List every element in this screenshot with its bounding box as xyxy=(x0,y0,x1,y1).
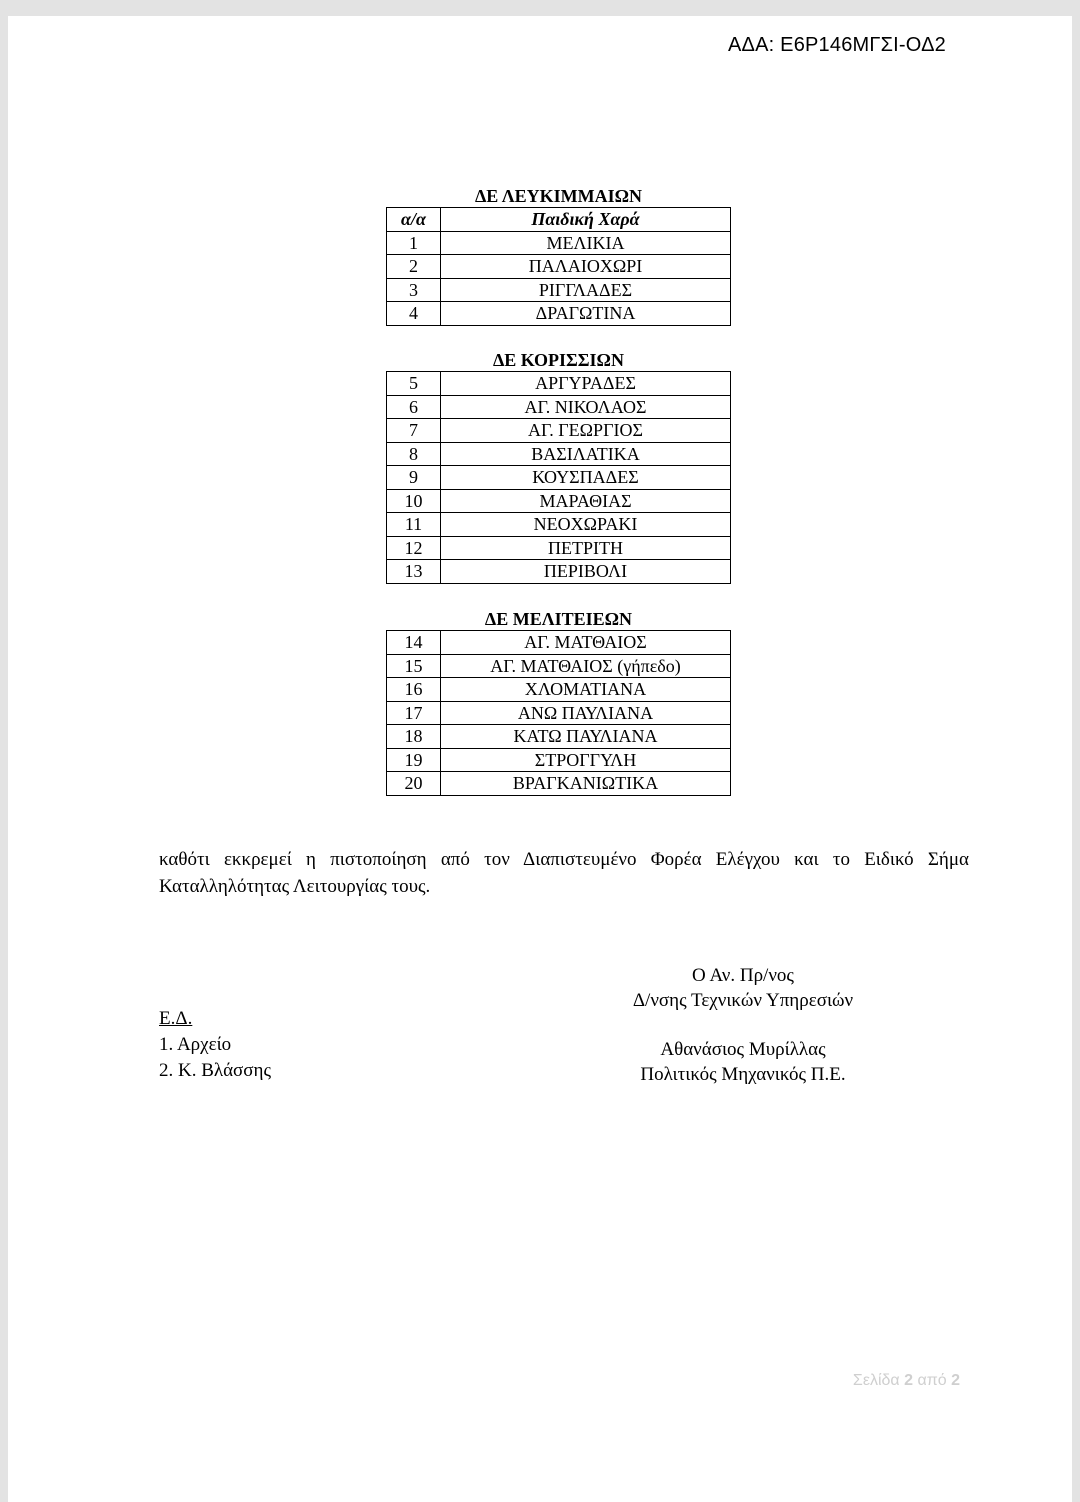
table-header-row xyxy=(387,208,731,232)
row-number: 5 xyxy=(387,372,441,396)
table-row xyxy=(387,725,731,749)
row-name: ΠΕΡΙΒΟΛΙ xyxy=(441,560,731,584)
ada-code: ΑΔΑ: Ε6Ρ146ΜΓΣΙ-ΟΔ2 xyxy=(728,34,946,56)
row-number: 15 xyxy=(387,654,441,678)
page-number-prefix: Σελίδα xyxy=(852,1372,905,1389)
signatory-title: Πολιτικός Μηχανικός Π.Ε. xyxy=(640,1064,846,1085)
table-row xyxy=(387,748,731,772)
table-row xyxy=(387,419,731,443)
signature-block xyxy=(608,963,878,1013)
distribution-item: 2. Κ. Βλάσσης xyxy=(159,1060,272,1081)
table-row xyxy=(387,513,731,537)
table-row xyxy=(387,466,731,490)
table-row xyxy=(387,278,731,302)
row-number: 12 xyxy=(387,536,441,560)
row-number: 2 xyxy=(387,255,441,279)
row-number: 4 xyxy=(387,302,441,326)
row-name: ΒΡΑΓΚΑΝΙΩΤΙΚΑ xyxy=(441,772,731,796)
row-name: ΑΡΓΥΡΑΔΕΣ xyxy=(441,372,731,396)
row-number: 17 xyxy=(387,701,441,725)
section-title-lefkimmaion: ΔΕ ΛΕΥΚΙΜΜΑΙΩΝ xyxy=(474,186,643,206)
row-number: 16 xyxy=(387,678,441,702)
row-name: ΔΡΑΓΩΤΙΝΑ xyxy=(441,302,731,326)
row-name: ΝΕΟΧΩΡΑΚΙ xyxy=(441,513,731,537)
row-name: ΑΓ. ΜΑΤΘΑΙΟΣ (γήπεδο) xyxy=(441,654,731,678)
row-name: ΑΓ. ΝΙΚΟΛΑΟΣ xyxy=(441,395,731,419)
page-number-middle: από xyxy=(913,1372,952,1389)
table-row xyxy=(387,489,731,513)
section-title-korission: ΔΕ ΚΟΡΙΣΣΙΩΝ xyxy=(493,350,624,370)
section-title-meliteieon: ΔΕ ΜΕΛΙΤΕΙΕΩΝ xyxy=(484,609,633,629)
row-number: 11 xyxy=(387,513,441,537)
row-number: 1 xyxy=(387,231,441,255)
row-name: ΑΓ. ΜΑΤΘΑΙΟΣ xyxy=(441,631,731,655)
row-number: 7 xyxy=(387,419,441,443)
table-row xyxy=(387,231,731,255)
row-name: ΑΓ. ΓΕΩΡΓΙΟΣ xyxy=(441,419,731,443)
row-name: ΜΑΡΑΘΙΑΣ xyxy=(441,489,731,513)
table-row xyxy=(387,678,731,702)
distribution-item: 1. Αρχείο xyxy=(159,1034,232,1055)
distribution-heading: Ε.Δ. xyxy=(159,1008,193,1029)
table-row xyxy=(387,654,731,678)
signature-department: Δ/νσης Τεχνικών Υπηρεσιών xyxy=(632,990,854,1011)
row-name: ΑΝΩ ΠΑΥΛΙΑΝΑ xyxy=(441,701,731,725)
table-row xyxy=(387,255,731,279)
table-meliteieon xyxy=(386,630,731,796)
row-name: ΣΤΡΟΓΓΥΛΗ xyxy=(441,748,731,772)
table-row xyxy=(387,772,731,796)
page-number-total: 2 xyxy=(951,1372,960,1389)
table-row xyxy=(387,442,731,466)
row-name: ΠΕΤΡΙΤΗ xyxy=(441,536,731,560)
table-row xyxy=(387,372,731,396)
table-row xyxy=(387,701,731,725)
body-paragraph: καθότι εκκρεμεί η πιστοποίηση από τον Διαπιστευμένο Φορέα Ελέγχου και το Ειδικό Σήμα Καταλληλότητας Λειτουργίας τους. xyxy=(159,849,969,897)
table-row xyxy=(387,560,731,584)
table-row xyxy=(387,631,731,655)
row-number: 18 xyxy=(387,725,441,749)
document-page xyxy=(8,16,1072,1502)
table-lefkimmaion xyxy=(386,207,731,326)
table-korission xyxy=(386,371,731,584)
table-row xyxy=(387,302,731,326)
row-name: ΜΕΛΙΚΙΑ xyxy=(441,231,731,255)
row-name: ΧΛΟΜΑΤΙΑΝΑ xyxy=(441,678,731,702)
row-name: ΡΙΓΓΛΑΔΕΣ xyxy=(441,278,731,302)
row-number: 19 xyxy=(387,748,441,772)
page-number xyxy=(853,1372,960,1390)
row-number: 14 xyxy=(387,631,441,655)
row-name: ΚΑΤΩ ΠΑΥΛΙΑΝΑ xyxy=(441,725,731,749)
row-number: 6 xyxy=(387,395,441,419)
row-number: 20 xyxy=(387,772,441,796)
row-name: ΚΟΥΣΠΑΔΕΣ xyxy=(441,466,731,490)
table-row xyxy=(387,536,731,560)
row-number: 10 xyxy=(387,489,441,513)
row-number: 9 xyxy=(387,466,441,490)
signatory-block xyxy=(608,1037,878,1087)
row-name: ΒΑΣΙΛΑΤΙΚΑ xyxy=(441,442,731,466)
row-number: 13 xyxy=(387,560,441,584)
internal-distribution xyxy=(159,1006,271,1084)
signatory-name: Αθανάσιος Μυρίλλας xyxy=(660,1039,826,1060)
signature-role: Ο Αν. Πρ/νος xyxy=(692,965,794,986)
row-number: 3 xyxy=(387,278,441,302)
column-header-playground: Παιδική Χαρά xyxy=(441,208,731,232)
page-number-current: 2 xyxy=(904,1372,914,1389)
table-row xyxy=(387,395,731,419)
column-header-number: α/α xyxy=(387,208,441,232)
row-number: 8 xyxy=(387,442,441,466)
row-name: ΠΑΛΑΙΟΧΩΡΙ xyxy=(441,255,731,279)
